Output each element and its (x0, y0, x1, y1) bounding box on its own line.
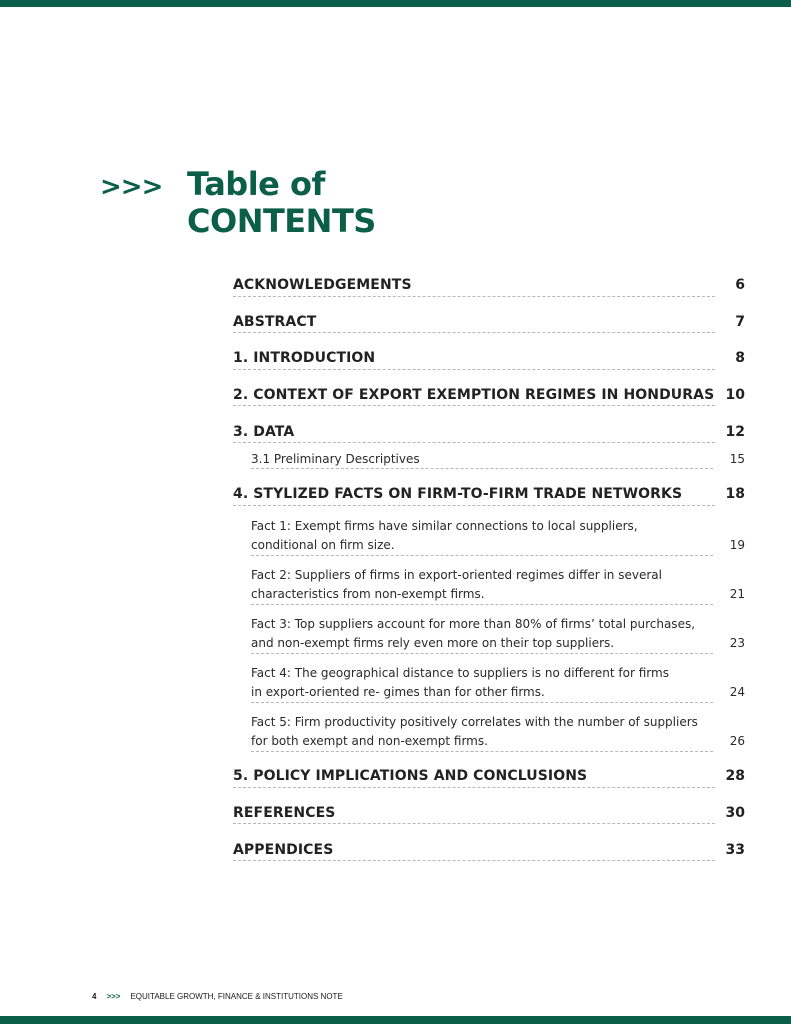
page-title-line1: Table of (187, 165, 325, 203)
toc-leader (251, 604, 713, 605)
toc-subentry-page: 15 (729, 452, 745, 466)
toc-subentry-preliminary-descriptives[interactable] (251, 450, 745, 469)
toc-subentry-line1: Fact 5: Firm productivity positively correlates with the number of suppliers (251, 715, 698, 729)
toc-subentry-fact3[interactable] (251, 615, 745, 653)
toc-entry-label: 5. POLICY IMPLICATIONS AND CONCLUSIONS (233, 768, 588, 784)
toc-leader (233, 296, 715, 297)
toc-leader (233, 405, 715, 406)
toc-subentry-page: 19 (729, 538, 745, 552)
toc-entry-page: 10 (725, 387, 745, 403)
footer-page-number: 4 (92, 992, 97, 1001)
toc-leader (233, 369, 715, 370)
toc-subentry-line1: Fact 3: Top suppliers account for more than 80% of firms’ total purchases, (251, 617, 696, 631)
toc-entry-page: 8 (735, 350, 745, 366)
toc-entry-page: 30 (725, 805, 745, 821)
toc-subentry-line2: characteristics from non-exempt firms. (251, 587, 485, 601)
toc-leader (233, 442, 715, 443)
toc-leader (233, 505, 715, 506)
toc-entry-label: 1. INTRODUCTION (233, 350, 376, 366)
bottom-accent-bar (0, 1016, 791, 1024)
footer-publication-title: EQUITABLE GROWTH, FINANCE & INSTITUTIONS NOTE (130, 992, 343, 1001)
toc-entry-acknowledgements[interactable] (233, 277, 745, 293)
top-accent-bar (0, 0, 791, 7)
toc-subentry-line2: conditional on firm size. (251, 538, 395, 552)
toc-subentry-fact2[interactable] (251, 566, 745, 604)
toc-leader (251, 555, 713, 556)
toc-leader (251, 653, 713, 654)
toc-entry-page: 28 (725, 768, 745, 784)
toc-subentry-line1: Fact 2: Suppliers of firms in export-oriented regimes differ in several (251, 568, 662, 582)
toc-entry-page: 33 (725, 842, 745, 858)
toc-entry-label: ABSTRACT (233, 314, 317, 330)
toc-subentry-page: 26 (729, 734, 745, 748)
toc-entry-page: 6 (735, 277, 745, 293)
toc-entry-references[interactable] (233, 805, 745, 821)
toc-entry-stylized-facts[interactable] (233, 486, 745, 502)
toc-leader (251, 702, 713, 703)
toc-subentry-page: 24 (729, 685, 745, 699)
toc-subentry-page: 23 (729, 636, 745, 650)
toc-leader (251, 468, 713, 469)
toc-entry-label: REFERENCES (233, 805, 336, 821)
footer-chevrons: >>> (106, 992, 121, 1001)
page-title-line2: CONTENTS (187, 202, 376, 240)
toc-entry-label: 2. CONTEXT OF EXPORT EXEMPTION REGIMES IN HONDURAS (233, 387, 715, 403)
toc-subentry-label: 3.1 Preliminary Descriptives (251, 452, 420, 466)
toc-subentry-fact4[interactable] (251, 664, 745, 702)
page-footer (92, 992, 343, 1001)
toc-entry-page: 18 (725, 486, 745, 502)
toc-leader (233, 332, 715, 333)
toc-entry-page: 7 (735, 314, 745, 330)
toc-entry-introduction[interactable] (233, 350, 745, 366)
toc-leader (251, 751, 713, 752)
toc-subentry-line1: Fact 1: Exempt firms have similar connections to local suppliers, (251, 519, 638, 533)
toc-leader (233, 823, 715, 824)
toc-entry-context[interactable] (233, 387, 745, 403)
toc-subentry-line2: for both exempt and non-exempt firms. (251, 734, 488, 748)
toc-subentry-page: 21 (729, 587, 745, 601)
toc-leader (233, 787, 715, 788)
toc-subentry-line2: in export-oriented re- gimes than for other firms. (251, 685, 545, 699)
toc-subentry-fact1[interactable] (251, 517, 745, 555)
toc-subentry-line1: Fact 4: The geographical distance to suppliers is no different for firms (251, 666, 669, 680)
page-title (187, 166, 376, 240)
toc-subentry-line2: and non-exempt firms rely even more on their top suppliers. (251, 636, 615, 650)
toc-entry-label: 4. STYLIZED FACTS ON FIRM-TO-FIRM TRADE NETWORKS (233, 486, 683, 502)
toc-entry-abstract[interactable] (233, 314, 745, 330)
toc-entry-label: 3. DATA (233, 424, 295, 440)
toc-entry-appendices[interactable] (233, 842, 745, 858)
toc-entry-page: 12 (725, 424, 745, 440)
title-chevrons: >>> (100, 172, 163, 202)
toc-entry-policy[interactable] (233, 768, 745, 784)
toc-entry-data[interactable] (233, 424, 745, 440)
toc-entry-label: ACKNOWLEDGEMENTS (233, 277, 412, 293)
toc-leader (233, 860, 715, 861)
toc-entry-label: APPENDICES (233, 842, 334, 858)
toc-subentry-fact5[interactable] (251, 713, 745, 751)
